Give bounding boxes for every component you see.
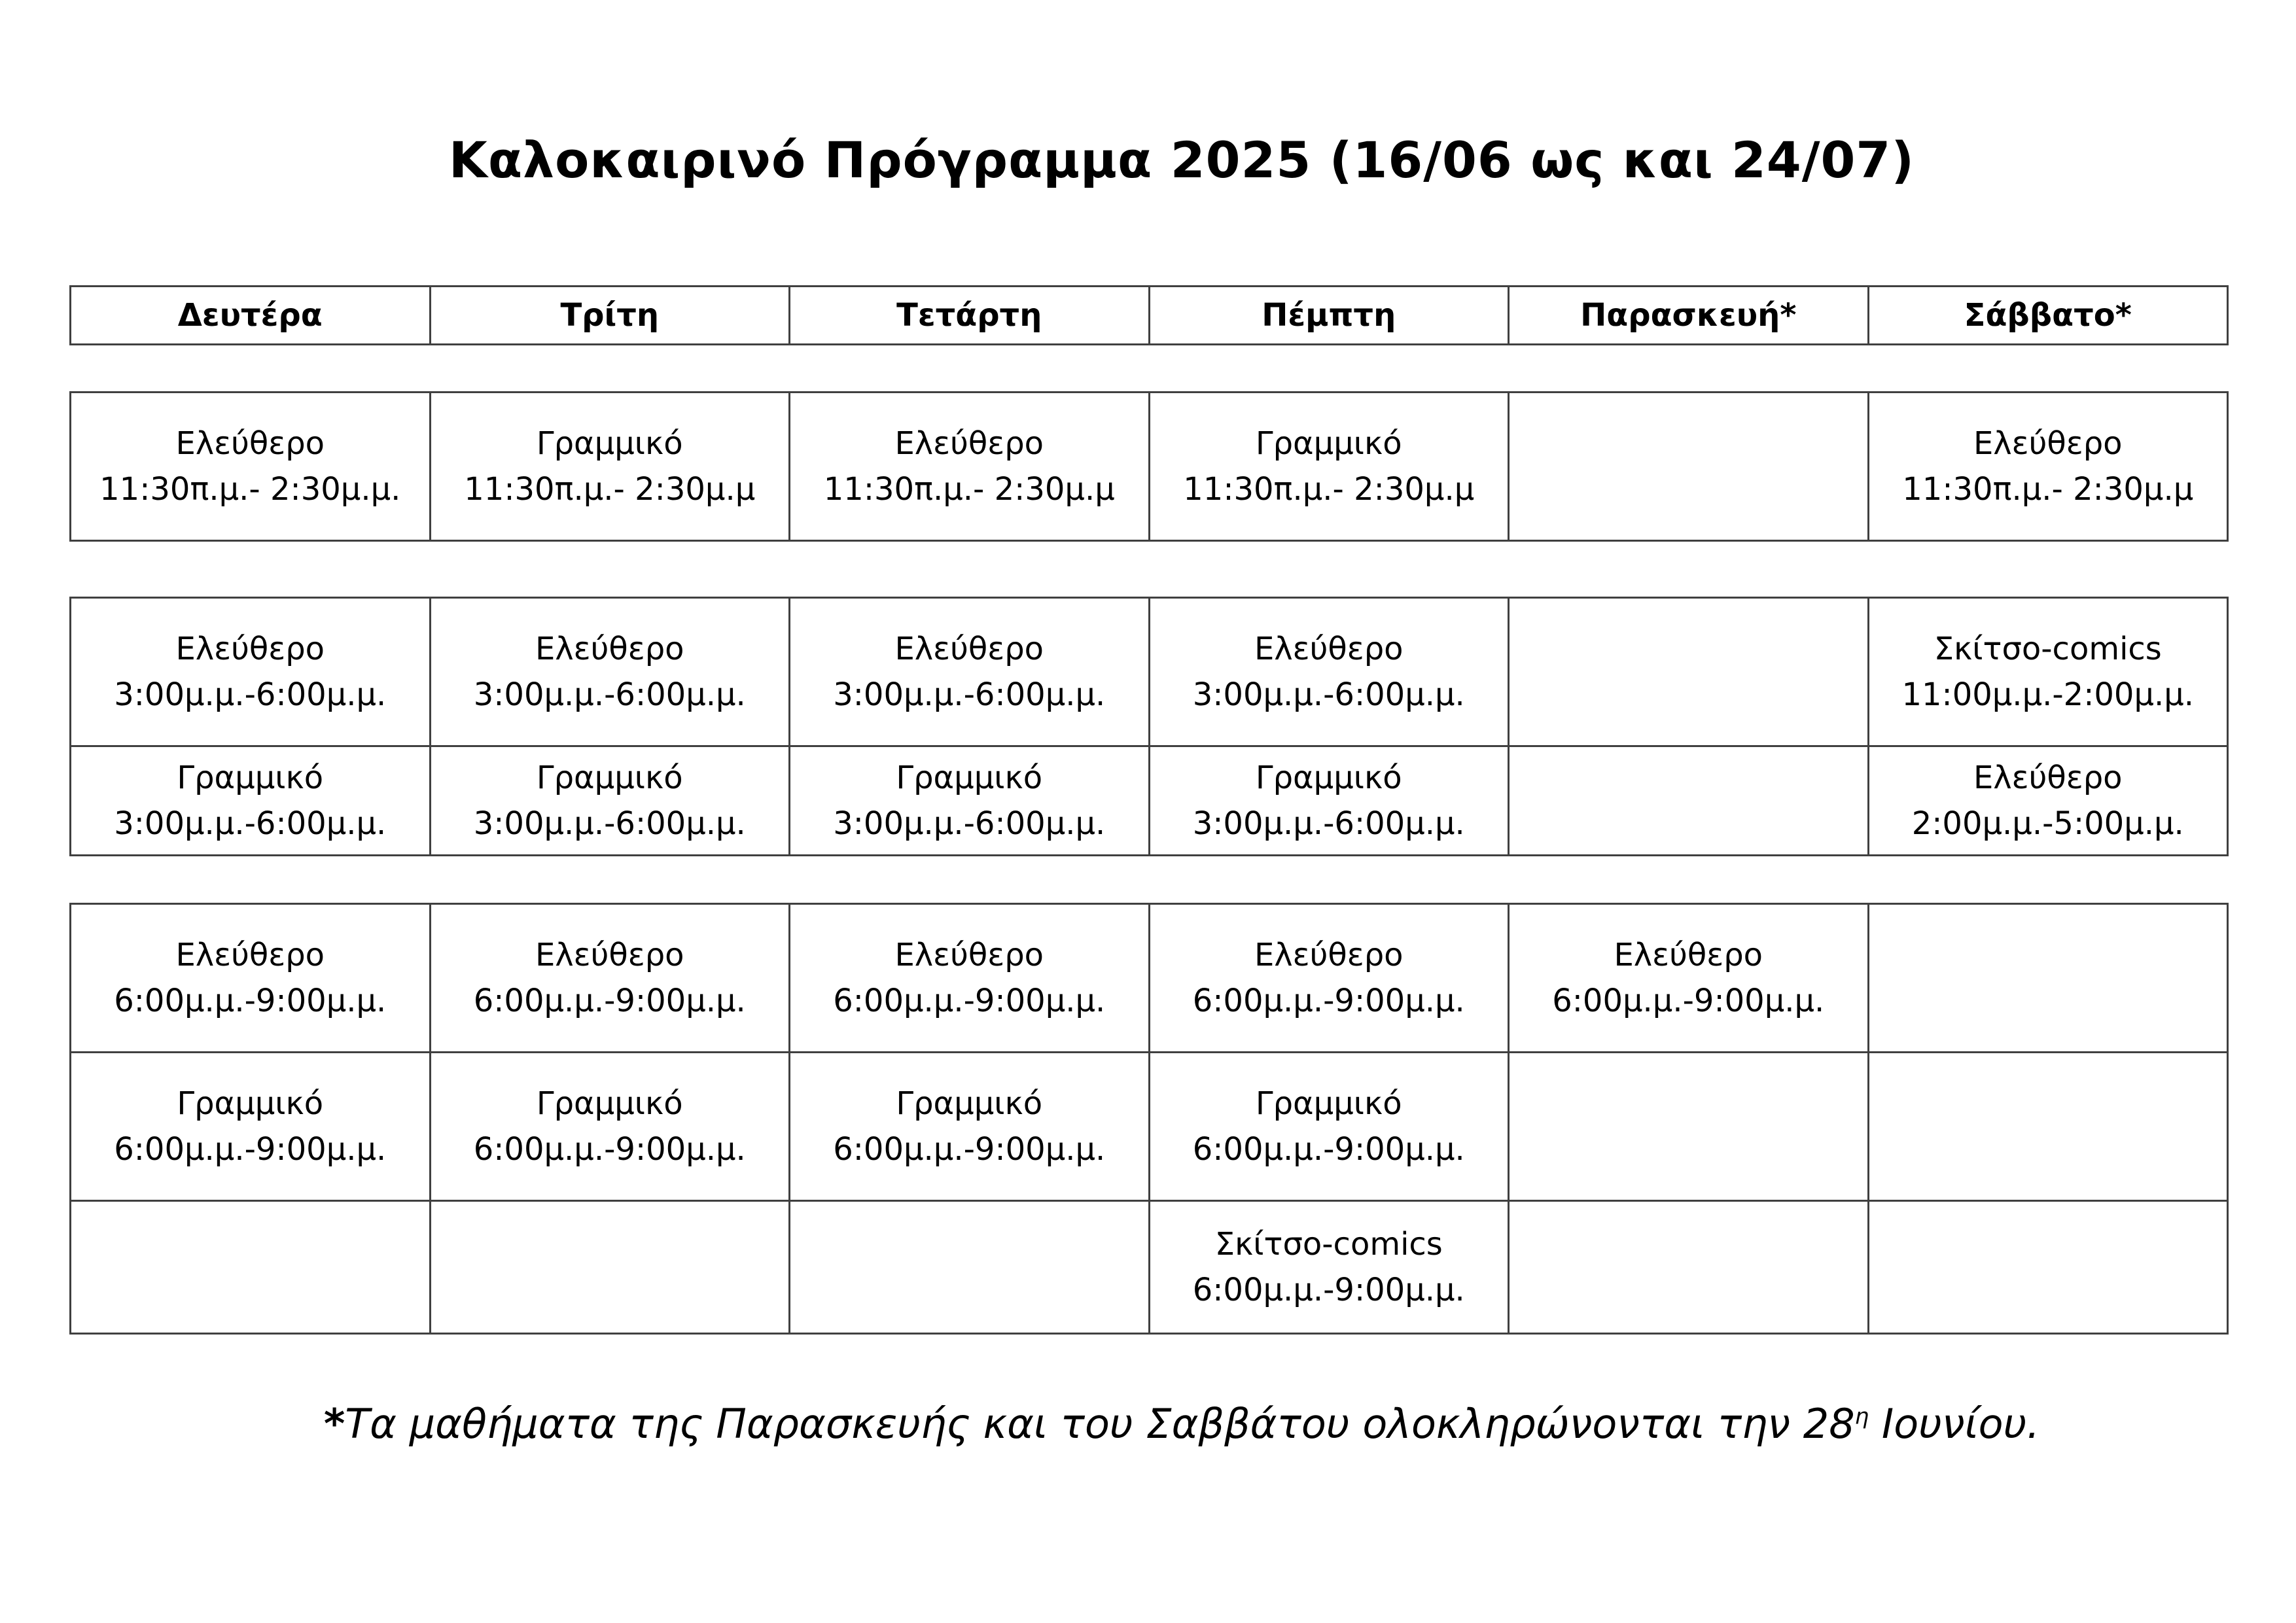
course-time: 6:00μ.μ.-9:00μ.μ.	[1192, 1131, 1465, 1168]
course-name: Ελεύθερο	[894, 631, 1044, 667]
course-name: Σκίτσο-comics	[1934, 631, 2162, 667]
course-name: Γραμμικό	[1255, 425, 1402, 462]
footnote	[0, 1400, 2296, 1448]
schedule-cell	[790, 1053, 1150, 1201]
course-name: Ελεύθερο	[1254, 631, 1404, 667]
course-time: 11:30π.μ.- 2:30μ.μ	[1183, 471, 1475, 508]
course-name: Γραμμικό	[177, 759, 324, 796]
course-time: 3:00μ.μ.-6:00μ.μ.	[114, 676, 387, 713]
morning-block	[69, 391, 2229, 542]
course-time: 11:30π.μ.- 2:30μ.μ	[464, 471, 756, 508]
schedule-cell	[1149, 393, 1509, 541]
schedule-cell	[430, 393, 790, 541]
course-time: 11:30π.μ.- 2:30μ.μ	[823, 471, 1115, 508]
schedule-cell	[1868, 393, 2228, 541]
evening-block	[69, 903, 2229, 1335]
course-name: Ελεύθερο	[175, 937, 325, 973]
course-time: 6:00μ.μ.-9:00μ.μ.	[833, 1131, 1106, 1168]
schedule-cell	[1868, 1201, 2228, 1334]
course-name: Σκίτσο-comics	[1214, 1226, 1443, 1263]
schedule-cell	[790, 598, 1150, 746]
course-time: 2:00μ.μ.-5:00μ.μ.	[1911, 805, 2184, 842]
schedule-cell	[1868, 746, 2228, 856]
course-time: 3:00μ.μ.-6:00μ.μ.	[833, 805, 1106, 842]
schedule-cell	[1868, 1053, 2228, 1201]
day-header-tuesday: Τρίτη	[430, 287, 790, 345]
day-header-wednesday: Τετάρτη	[790, 287, 1150, 345]
course-name: Ελεύθερο	[894, 425, 1044, 462]
schedule-cell	[1868, 904, 2228, 1053]
schedule-cell	[71, 746, 431, 856]
course-name: Ελεύθερο	[1614, 937, 1763, 973]
afternoon-block	[69, 597, 2229, 856]
course-time: 3:00μ.μ.-6:00μ.μ.	[1192, 805, 1465, 842]
course-time: 11:00μ.μ.-2:00μ.μ.	[1901, 676, 2195, 713]
course-time: 3:00μ.μ.-6:00μ.μ.	[1192, 676, 1465, 713]
course-time: 6:00μ.μ.-9:00μ.μ.	[1192, 1272, 1465, 1308]
schedule-cell	[1509, 1053, 1869, 1201]
schedule-cell	[1509, 598, 1869, 746]
course-time: 6:00μ.μ.-9:00μ.μ.	[473, 983, 746, 1019]
days-header	[69, 285, 2229, 345]
footnote-asterisk: *	[323, 1400, 345, 1448]
schedule-cell	[71, 393, 431, 541]
schedule-cell	[430, 598, 790, 746]
day-header-friday: Παρασκευή*	[1509, 287, 1869, 345]
schedule-cell	[1509, 904, 1869, 1053]
schedule-cell	[71, 904, 431, 1053]
schedule-cell	[1509, 746, 1869, 856]
schedule-cell	[790, 904, 1150, 1053]
course-time: 6:00μ.μ.-9:00μ.μ.	[114, 983, 387, 1019]
schedule-cell	[1868, 598, 2228, 746]
schedule-cell	[1509, 393, 1869, 541]
course-name: Γραμμικό	[1255, 1085, 1402, 1122]
schedule-cell	[1509, 1201, 1869, 1334]
page-title: Καλοκαιρινό Πρόγραμμα 2025 (16/06 ως και 24/07)	[448, 131, 1915, 189]
course-name: Γραμμικό	[536, 425, 683, 462]
course-name: Γραμμικό	[177, 1085, 324, 1122]
course-time: 6:00μ.μ.-9:00μ.μ.	[1552, 983, 1825, 1019]
course-name: Ελεύθερο	[175, 425, 325, 462]
course-time: 3:00μ.μ.-6:00μ.μ.	[473, 805, 746, 842]
schedule-cell	[1149, 904, 1509, 1053]
day-header-monday: Δευτέρα	[71, 287, 431, 345]
footnote-text: Τα μαθήματα της Παρασκευής και του Σαββάτου ολοκληρώνονται την 28	[345, 1400, 1855, 1448]
course-time: 3:00μ.μ.-6:00μ.μ.	[473, 676, 746, 713]
course-name: Ελεύθερο	[894, 937, 1044, 973]
schedule-cell	[430, 746, 790, 856]
schedule-cell	[1149, 598, 1509, 746]
schedule-cell	[790, 1201, 1150, 1334]
course-time: 3:00μ.μ.-6:00μ.μ.	[833, 676, 1106, 713]
schedule-cell	[430, 1201, 790, 1334]
course-name: Γραμμικό	[536, 759, 683, 796]
schedule-cell	[1149, 746, 1509, 856]
course-name: Ελεύθερο	[535, 937, 684, 973]
day-header-thursday: Πέμπτη	[1149, 287, 1509, 345]
schedule-cell	[790, 393, 1150, 541]
course-name: Ελεύθερο	[1973, 425, 2123, 462]
course-name: Ελεύθερο	[535, 631, 684, 667]
schedule-cell	[430, 904, 790, 1053]
course-name: Ελεύθερο	[1254, 937, 1404, 973]
course-time: 6:00μ.μ.-9:00μ.μ.	[1192, 983, 1465, 1019]
course-name: Γραμμικό	[1255, 759, 1402, 796]
day-header-saturday: Σάββατο*	[1868, 287, 2228, 345]
schedule-cell	[71, 1201, 431, 1334]
course-name: Ελεύθερο	[175, 631, 325, 667]
course-time: 6:00μ.μ.-9:00μ.μ.	[833, 983, 1106, 1019]
schedule-cell	[71, 1053, 431, 1201]
course-name: Ελεύθερο	[1973, 759, 2123, 796]
schedule-cell	[1149, 1201, 1509, 1334]
schedule-cell	[790, 746, 1150, 856]
schedule-cell	[1149, 1053, 1509, 1201]
course-name: Γραμμικό	[896, 759, 1043, 796]
course-time: 3:00μ.μ.-6:00μ.μ.	[114, 805, 387, 842]
footnote-superscript: η	[1854, 1403, 1869, 1430]
schedule-cell	[71, 598, 431, 746]
course-time: 6:00μ.μ.-9:00μ.μ.	[114, 1131, 387, 1168]
course-time: 6:00μ.μ.-9:00μ.μ.	[473, 1131, 746, 1168]
course-time: 11:30π.μ.- 2:30μ.μ	[1902, 471, 2194, 508]
course-name: Γραμμικό	[536, 1085, 683, 1122]
course-time: 11:30π.μ.- 2:30μ.μ.	[99, 471, 401, 508]
course-name: Γραμμικό	[896, 1085, 1043, 1122]
schedule-cell	[430, 1053, 790, 1201]
footnote-text-end: Ιουνίου.	[1869, 1400, 2040, 1448]
